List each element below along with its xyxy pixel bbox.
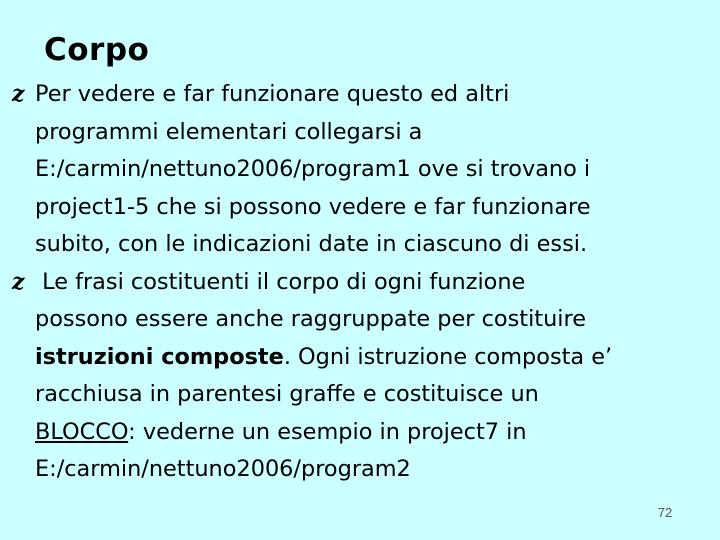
underlined-term-blocco: BLOCCO xyxy=(35,418,129,445)
bullet-marker-icon: z xyxy=(12,81,25,107)
bullet-2-line-2: possono essere anche raggruppate per costituire xyxy=(35,306,586,332)
bullet-2-line-3-rest: . Ogni istruzione composta e’ xyxy=(283,343,613,370)
bullet-item-2 xyxy=(12,264,720,489)
bullet-list xyxy=(12,76,720,489)
bullet-1-line-1: Per vedere e far funzionare questo ed altri xyxy=(35,81,510,107)
bullet-marker-icon: z xyxy=(12,268,25,295)
bullet-1-line-4: project1-5 che si possono vedere e far funzionare xyxy=(35,193,591,220)
page-number: 72 xyxy=(657,505,673,520)
bullet-1-line-5: subito, con le indicazioni date in ciascuno di essi. xyxy=(35,231,588,257)
bold-term-istruzioni-composte: istruzioni composte xyxy=(35,343,284,370)
bullet-1-line-2: programmi elementari collegarsi a xyxy=(35,118,423,145)
bullet-item-1 xyxy=(12,76,720,264)
bullet-2-line-3 xyxy=(35,339,720,377)
bullet-2-line-5 xyxy=(35,414,720,452)
bullet-2-line-1: Le frasi costituenti il corpo di ogni funzione xyxy=(35,268,526,295)
bullet-2-line-5-rest: : vederne un esempio in project7 in xyxy=(128,418,527,445)
bullet-2-line-6: E:/carmin/nettuno2006/program2 xyxy=(35,456,411,482)
bullet-1-line-3: E:/carmin/nettuno2006/program1 ove si trovano i xyxy=(35,156,591,182)
bullet-2-line-4: racchiusa in parentesi graffe e costituisce un xyxy=(35,381,539,407)
slide-title: Corpo xyxy=(44,32,150,68)
